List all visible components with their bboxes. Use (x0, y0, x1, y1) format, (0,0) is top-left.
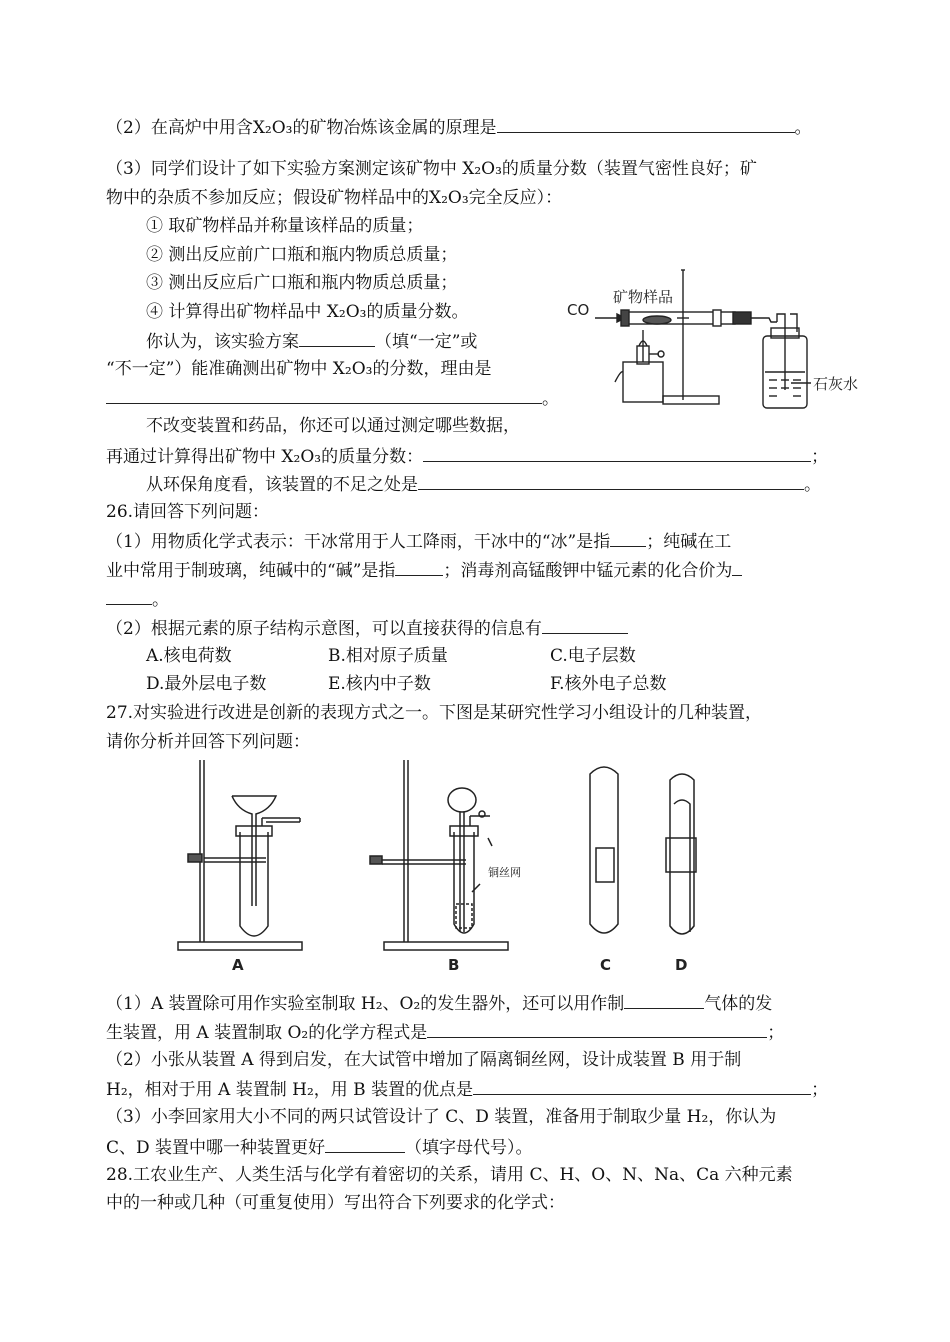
gas-generator-figure (170, 756, 730, 978)
answer-blank[interactable] (542, 615, 628, 634)
q27-part3-line1: （3）小李回家用大小不同的两只试管设计了 C、D 装置，准备用于制取少量 H₂，你认为 (106, 1107, 777, 1127)
q26-title: 26.请回答下列问题： (106, 502, 270, 522)
q26-part1-line2: 业中常用于制玻璃，纯碱中的“碱”是指 ；消毒剂高锰酸钾中锰元素的化合价为 (106, 557, 742, 583)
option-e: E.核内中子数 (328, 674, 431, 694)
q27-part1-line2: 生装置，用 A 装置制取 O₂的化学方程式是 ； (106, 1019, 784, 1045)
sample-label: 矿物样品 (613, 288, 674, 306)
q25-judge-line: 你认为，该实验方案 （填“一定”或 (146, 328, 477, 354)
label-c: C (600, 956, 612, 974)
co-reduction-apparatus-figure (565, 262, 865, 412)
answer-blank[interactable] (732, 557, 742, 576)
q26-part2: （2）根据元素的原子结构示意图，可以直接获得的信息有 (106, 615, 628, 641)
answer-blank[interactable] (427, 1019, 767, 1038)
q28-line2: 中的一种或几种（可重复使用）写出符合下列要求的化学式： (106, 1193, 565, 1213)
answer-blank[interactable] (299, 328, 375, 347)
q27-part1-line1: （1）A 装置除可用作实验室制取 H₂、O₂的发生器外，还可以用作制 气体的发 (106, 990, 772, 1016)
option-c: C.电子层数 (550, 646, 636, 666)
step-2: ② 测出反应前广口瓶和瓶内物质总质量； (146, 245, 458, 265)
step-1: ① 取矿物样品并称量该样品的质量； (146, 216, 424, 236)
option-d: D.最外层电子数 (146, 674, 267, 694)
label-d: D (675, 956, 688, 974)
q25-alt-line1: 不改变装置和药品，你还可以通过测定哪些数据， (146, 416, 520, 436)
q28-line1: 28.工农业生产、人类生活与化学有着密切的关系，请用 C、H、O、N、Na、Ca 六种元素 (106, 1165, 793, 1185)
q25-part3-line2: 物中的杂质不参加反应；假设矿物样品中的X₂O₃完全反应）： (106, 188, 563, 208)
answer-blank[interactable] (624, 990, 704, 1009)
q25-alt-line2: 再通过计算得出矿物中 X₂O₃的质量分数： ； (106, 443, 828, 469)
q27-line1: 27.对实验进行改进是创新的表现方式之一。下图是某研究性学习小组设计的几种装置， (106, 703, 763, 723)
q25-part3-line1: （3）同学们设计了如下实验方案测定该矿物中 X₂O₃的质量分数（装置气密性良好；矿 (106, 159, 757, 179)
q25-reason-line: “不一定”）能准确测出矿物中 X₂O₃的分数，理由是 (106, 359, 492, 379)
q25-reason-answer: 。 (106, 385, 559, 411)
answer-blank[interactable] (497, 114, 795, 133)
answer-blank[interactable] (473, 1076, 811, 1095)
answer-blank[interactable] (395, 557, 443, 576)
answer-blank[interactable] (325, 1134, 405, 1153)
q27-line2: 请你分析并回答下列问题： (106, 732, 310, 752)
step-3: ③ 测出反应后广口瓶和瓶内物质总质量； (146, 273, 458, 293)
q26-part1-line3: 。 (106, 586, 169, 612)
label-a: A (232, 956, 244, 974)
q26-part1-line1: （1）用物质化学式表示：干冰常用于人工降雨，干冰中的“冰”是指 ；纯碱在工 (106, 528, 731, 554)
q25-env-line: 从环保角度看，该装置的不足之处是 。 (146, 471, 821, 497)
co-label: CO (567, 301, 590, 319)
limewater-label: 石灰水 (813, 375, 859, 393)
option-a: A.核电荷数 (146, 646, 232, 666)
option-f: F.核外电子总数 (550, 674, 667, 694)
q27-part3-line2: C、D 装置中哪一种装置更好 （填字母代号）。 (106, 1134, 533, 1160)
answer-blank[interactable] (106, 385, 542, 404)
copper-mesh-label: 铜丝网 (488, 866, 521, 879)
answer-blank[interactable] (423, 443, 811, 462)
answer-blank[interactable] (418, 471, 804, 490)
answer-blank[interactable] (610, 528, 646, 547)
q25-part2: （2）在高炉中用含X₂O₃的矿物冶炼该金属的原理是 。 (106, 114, 812, 140)
q27-part2-line1: （2）小张从装置 A 得到启发，在大试管中增加了隔离铜丝网，设计成装置 B 用于制 (106, 1050, 742, 1070)
answer-blank[interactable] (106, 586, 152, 605)
q27-part2-line2: H₂，相对于用 A 装置制 H₂，用 B 装置的优点是 ； (106, 1076, 828, 1102)
label-b: B (448, 956, 460, 974)
step-4: ④ 计算得出矿物样品中 X₂O₃的质量分数。 (146, 302, 469, 322)
option-b: B.相对原子质量 (328, 646, 448, 666)
